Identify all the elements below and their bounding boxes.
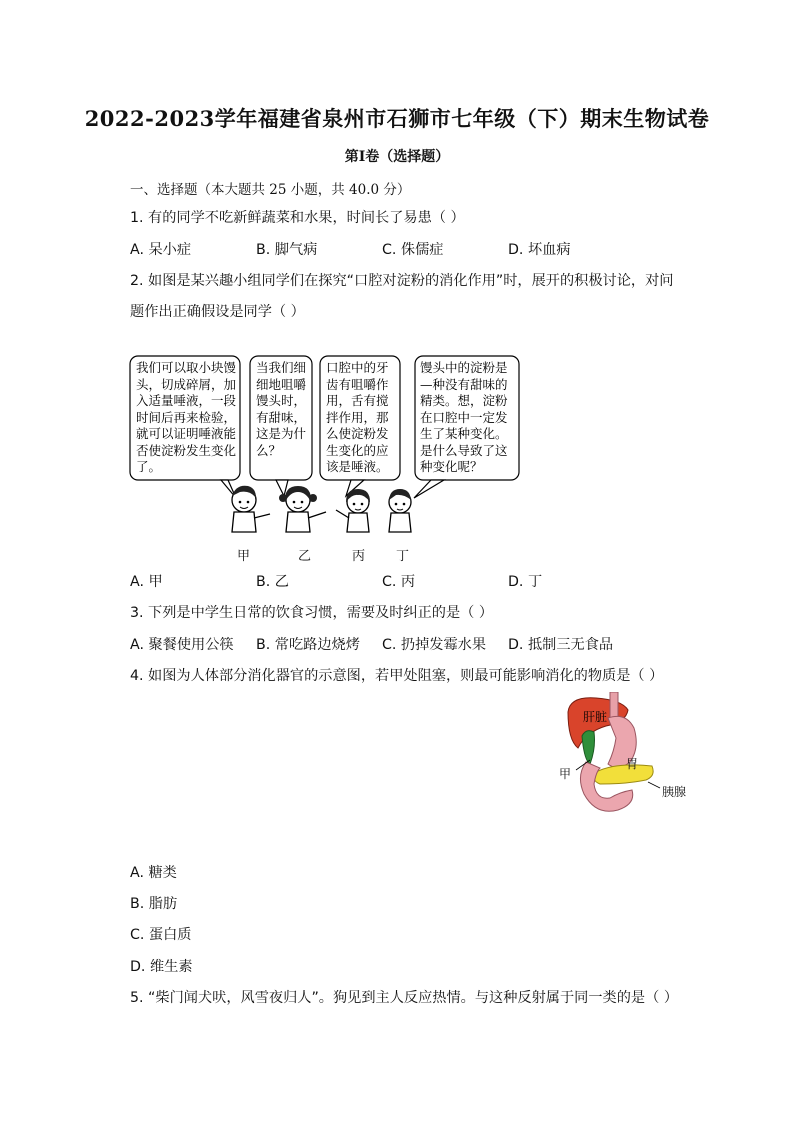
question-2-option-c: C. 丙 (382, 574, 416, 590)
page-title: 2022-2023学年福建省泉州市石狮市七年级（下）期末生物试卷 (84, 106, 710, 131)
label-stomach: 胃 (626, 757, 639, 771)
question-3-option-a: A. 聚餐使用公筷 (130, 637, 234, 653)
student-jia-figure (232, 486, 270, 532)
question-3-option-d: D. 抵制三无食品 (508, 637, 614, 653)
label-yi: 乙 (298, 549, 312, 564)
label-liver: 肝脏 (583, 710, 608, 724)
bubble-ding-text: 馒头中的淀粉是—种没有甜味的精类。想，淀粉在口腔中一定发生了某种变化。是什么导致了这种变化呢？ (420, 360, 508, 474)
question-4-option-a: A. 糖类 (130, 865, 177, 881)
question-3-stem: 3. 下列是中学生日常的饮食习惯，需要及时纠正的是（ ） (130, 605, 494, 621)
bubble-ding-tail (414, 480, 444, 498)
question-3-option-b: B. 常吃路边烧烤 (256, 637, 360, 653)
label-pancreas: 胰腺 (662, 785, 687, 799)
pancreas-shape (594, 765, 653, 784)
label-jia-duct: 甲 (559, 767, 572, 781)
question-1-option-c: C. 侏儒症 (382, 242, 444, 258)
bubble-bing-text: 口腔中的牙齿有咀嚼作用，舌有搅拌作用，那么使淀粉发生变化的应该是唾液。 (326, 360, 389, 474)
question-1-stem: 1. 有的同学不吃新鲜蔬菜和水果，时间长了易患（ ） (130, 210, 465, 226)
question-1-option-a: A. 呆小症 (130, 242, 192, 258)
volume-subtitle: 第I卷（选择题） (344, 149, 450, 165)
student-ding-figure (389, 489, 411, 532)
question-1-option-b: B. 脚气病 (256, 242, 318, 258)
question-2-stem-line2: 题作出正确假设是同学（ ） (130, 304, 305, 320)
section-heading: 一、选择题（本大题共 25 小题，共 40.0 分） (130, 182, 411, 198)
question-2-option-a: A. 甲 (130, 574, 163, 590)
question-2-stem-line1: 2. 如图是某兴趣小组同学们在探究“口腔对淀粉的消化作用”时，展开的积极讨论，对问 (130, 273, 674, 289)
question-2-option-d: D. 丁 (508, 574, 543, 590)
question-2-option-b: B. 乙 (256, 574, 289, 590)
question-3-option-c: C. 扔掉发霉水果 (382, 637, 487, 653)
question-4-option-d: D. 维生素 (130, 959, 193, 975)
gallbladder-shape (582, 731, 595, 764)
question-4-option-c: C. 蛋白质 (130, 927, 192, 943)
esophagus-shape (610, 692, 618, 720)
label-ding: 丁 (396, 549, 410, 564)
label-jia: 甲 (237, 549, 251, 564)
student-yi-figure (279, 486, 326, 532)
question-1-option-d: D. 坏血病 (508, 242, 571, 258)
bubble-yi-text: 当我们细细地咀嚼馒头时，有甜味，这是为什么？ (256, 360, 307, 458)
question-4-option-b: B. 脂肪 (130, 896, 178, 912)
question-4-stem: 4. 如图为人体部分消化器官的示意图，若甲处阻塞，则最可能影响消化的物质是（ ） (130, 668, 664, 684)
label-bing: 丙 (352, 549, 366, 564)
pancreas-pointer (648, 782, 660, 788)
student-bing-figure (336, 489, 370, 532)
question-5-stem: 5. “柴门闻犬吠，风雪夜归人”。狗见到主人反应热情。与这种反射属于同一类的是（ ） (130, 990, 679, 1006)
bubble-jia-text: 我们可以取小块馒头，切成碎屑，加入适量唾液，一段时间后再来检验，就可以证明唾液能否使淀粉发生变化了。 (136, 360, 237, 474)
